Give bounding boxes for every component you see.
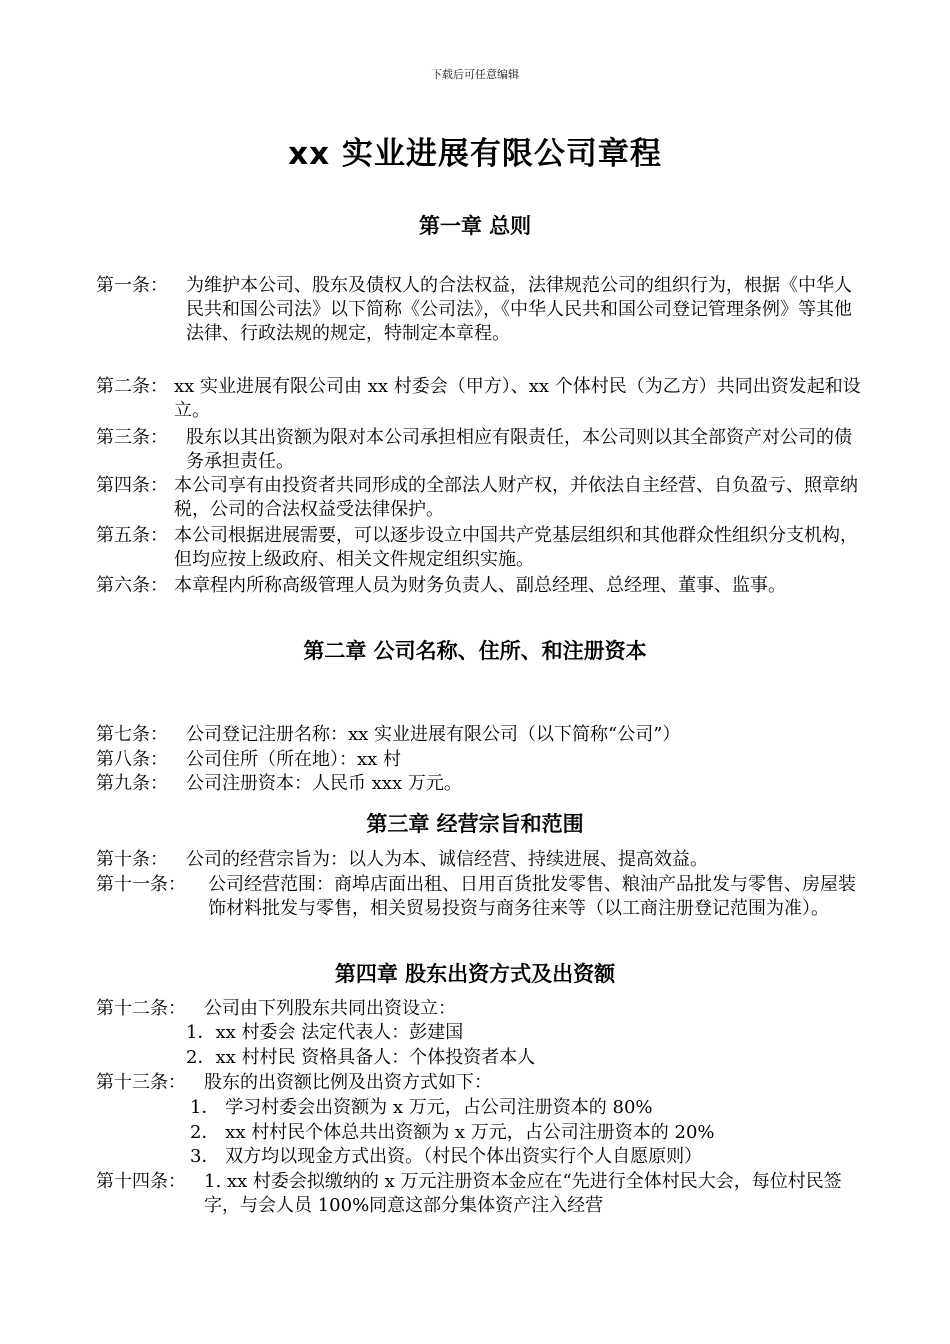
article — [96, 524, 866, 572]
article-text: 公司的经营宗旨为：以人为本、诚信经营、持续进展、提高效益。 — [186, 849, 708, 870]
article — [96, 274, 866, 346]
contribution-item: 3． 双方均以现金方式出资。（村民个体出资实行个人自愿原则） — [190, 1146, 703, 1167]
contribution-item: 1． 学习村委会出资额为 x 万元，占公司注册资本的 80% — [190, 1097, 653, 1118]
article-label: 第十四条： — [96, 1171, 186, 1192]
article-text: 为维护本公司、股东及债权人的合法权益，法律规范公司的组织行为，根据《中华人民共和国公司法》以下简称《公司法》，《中华人民共和国公司登记管理条例》等其他法律、行政法规的规定，特制定本章程。 — [186, 275, 852, 344]
chapter-heading: 第四章 股东出资方式及出资额 — [334, 962, 616, 986]
document-title: xx 实业进展有限公司章程 — [288, 136, 662, 172]
article-label: 第三条： — [96, 427, 168, 448]
article-text: 公司由下列股东共同出资设立： — [204, 998, 456, 1019]
article-text: 公司注册资本：人民币 xxx 万元。 — [186, 773, 462, 794]
article — [96, 873, 866, 921]
chapter-heading: 第二章 公司名称、住所、和注册资本 — [303, 639, 647, 663]
article-label: 第十二条： — [96, 998, 186, 1019]
article — [96, 748, 866, 772]
chapter-heading: 第一章 总则 — [418, 214, 532, 238]
article — [96, 848, 866, 872]
article-text: 公司经营范围：商埠店面出租、日用百货批发零售、粮油产品批发与零售、房屋装饰材料批发与零售，相关贸易投资与商务往来等（以工商注册登记范围为准）。 — [208, 874, 856, 919]
article-label: 第十三条： — [96, 1072, 186, 1093]
article-text: 本章程内所称高级管理人员为财务负责人、副总经理、总经理、董事、监事。 — [174, 575, 786, 596]
article-text: 股东以其出资额为限对本公司承担相应有限责任，本公司则以其全部资产对公司的债务承担责任。 — [186, 427, 852, 472]
article — [96, 375, 866, 423]
article-text: xx 实业进展有限公司由 xx 村委会（甲方）、xx 个体村民（为乙方）共同出资发起和设立。 — [174, 376, 861, 421]
article-label: 第一条： — [96, 275, 168, 296]
article-text: 股东的出资额比例及出资方式如下： — [204, 1072, 492, 1093]
article-text: 公司住所（所在地）：xx 村 — [186, 749, 402, 770]
article-label: 第二条： — [96, 376, 168, 397]
article — [96, 997, 866, 1021]
article — [96, 474, 866, 522]
article-label: 第七条： — [96, 724, 168, 745]
article — [96, 1071, 866, 1095]
contribution-item: 2． xx 村村民个体总共出资额为 x 万元，占公司注册资本的 20% — [190, 1122, 715, 1143]
shareholder-item: 1．xx 村委会 法定代表人：彭建国 — [186, 1022, 464, 1043]
article-text: 1. xx 村委会拟缴纳的 x 万元注册资本金应在“先进行全体村民大会，每位村民签字，与会人员 100%同意这部分集体资产注入经营 — [204, 1171, 842, 1216]
article-label: 第五条： — [96, 525, 168, 546]
article-label: 第十条： — [96, 849, 168, 870]
article-label: 第十一条： — [96, 874, 186, 895]
article-text: 本公司享有由投资者共同形成的全部法人财产权，并依法自主经营、自负盈亏、照章纳税，公司的合法权益受法律保护。 — [174, 475, 858, 520]
article — [96, 574, 866, 598]
chapter-heading: 第三章 经营宗旨和范围 — [366, 812, 584, 836]
article — [96, 426, 866, 474]
shareholder-item: 2．xx 村村民 资格具备人：个体投资者本人 — [186, 1047, 536, 1068]
article-label: 第八条： — [96, 749, 168, 770]
article — [96, 772, 866, 796]
article-label: 第四条： — [96, 475, 168, 496]
article — [96, 1170, 866, 1218]
article-text: 本公司根据进展需要，可以逐步设立中国共产党基层组织和其他群众性组织分支机构，但均应按上级政府、相关文件规定组织实施。 — [174, 525, 858, 570]
article-text: 公司登记注册名称：xx 实业进展有限公司（以下简称“公司”） — [186, 724, 681, 745]
article — [96, 723, 866, 747]
article-label: 第九条： — [96, 773, 168, 794]
header-note: 下载后可任意编辑 — [431, 68, 519, 81]
article-label: 第六条： — [96, 575, 168, 596]
